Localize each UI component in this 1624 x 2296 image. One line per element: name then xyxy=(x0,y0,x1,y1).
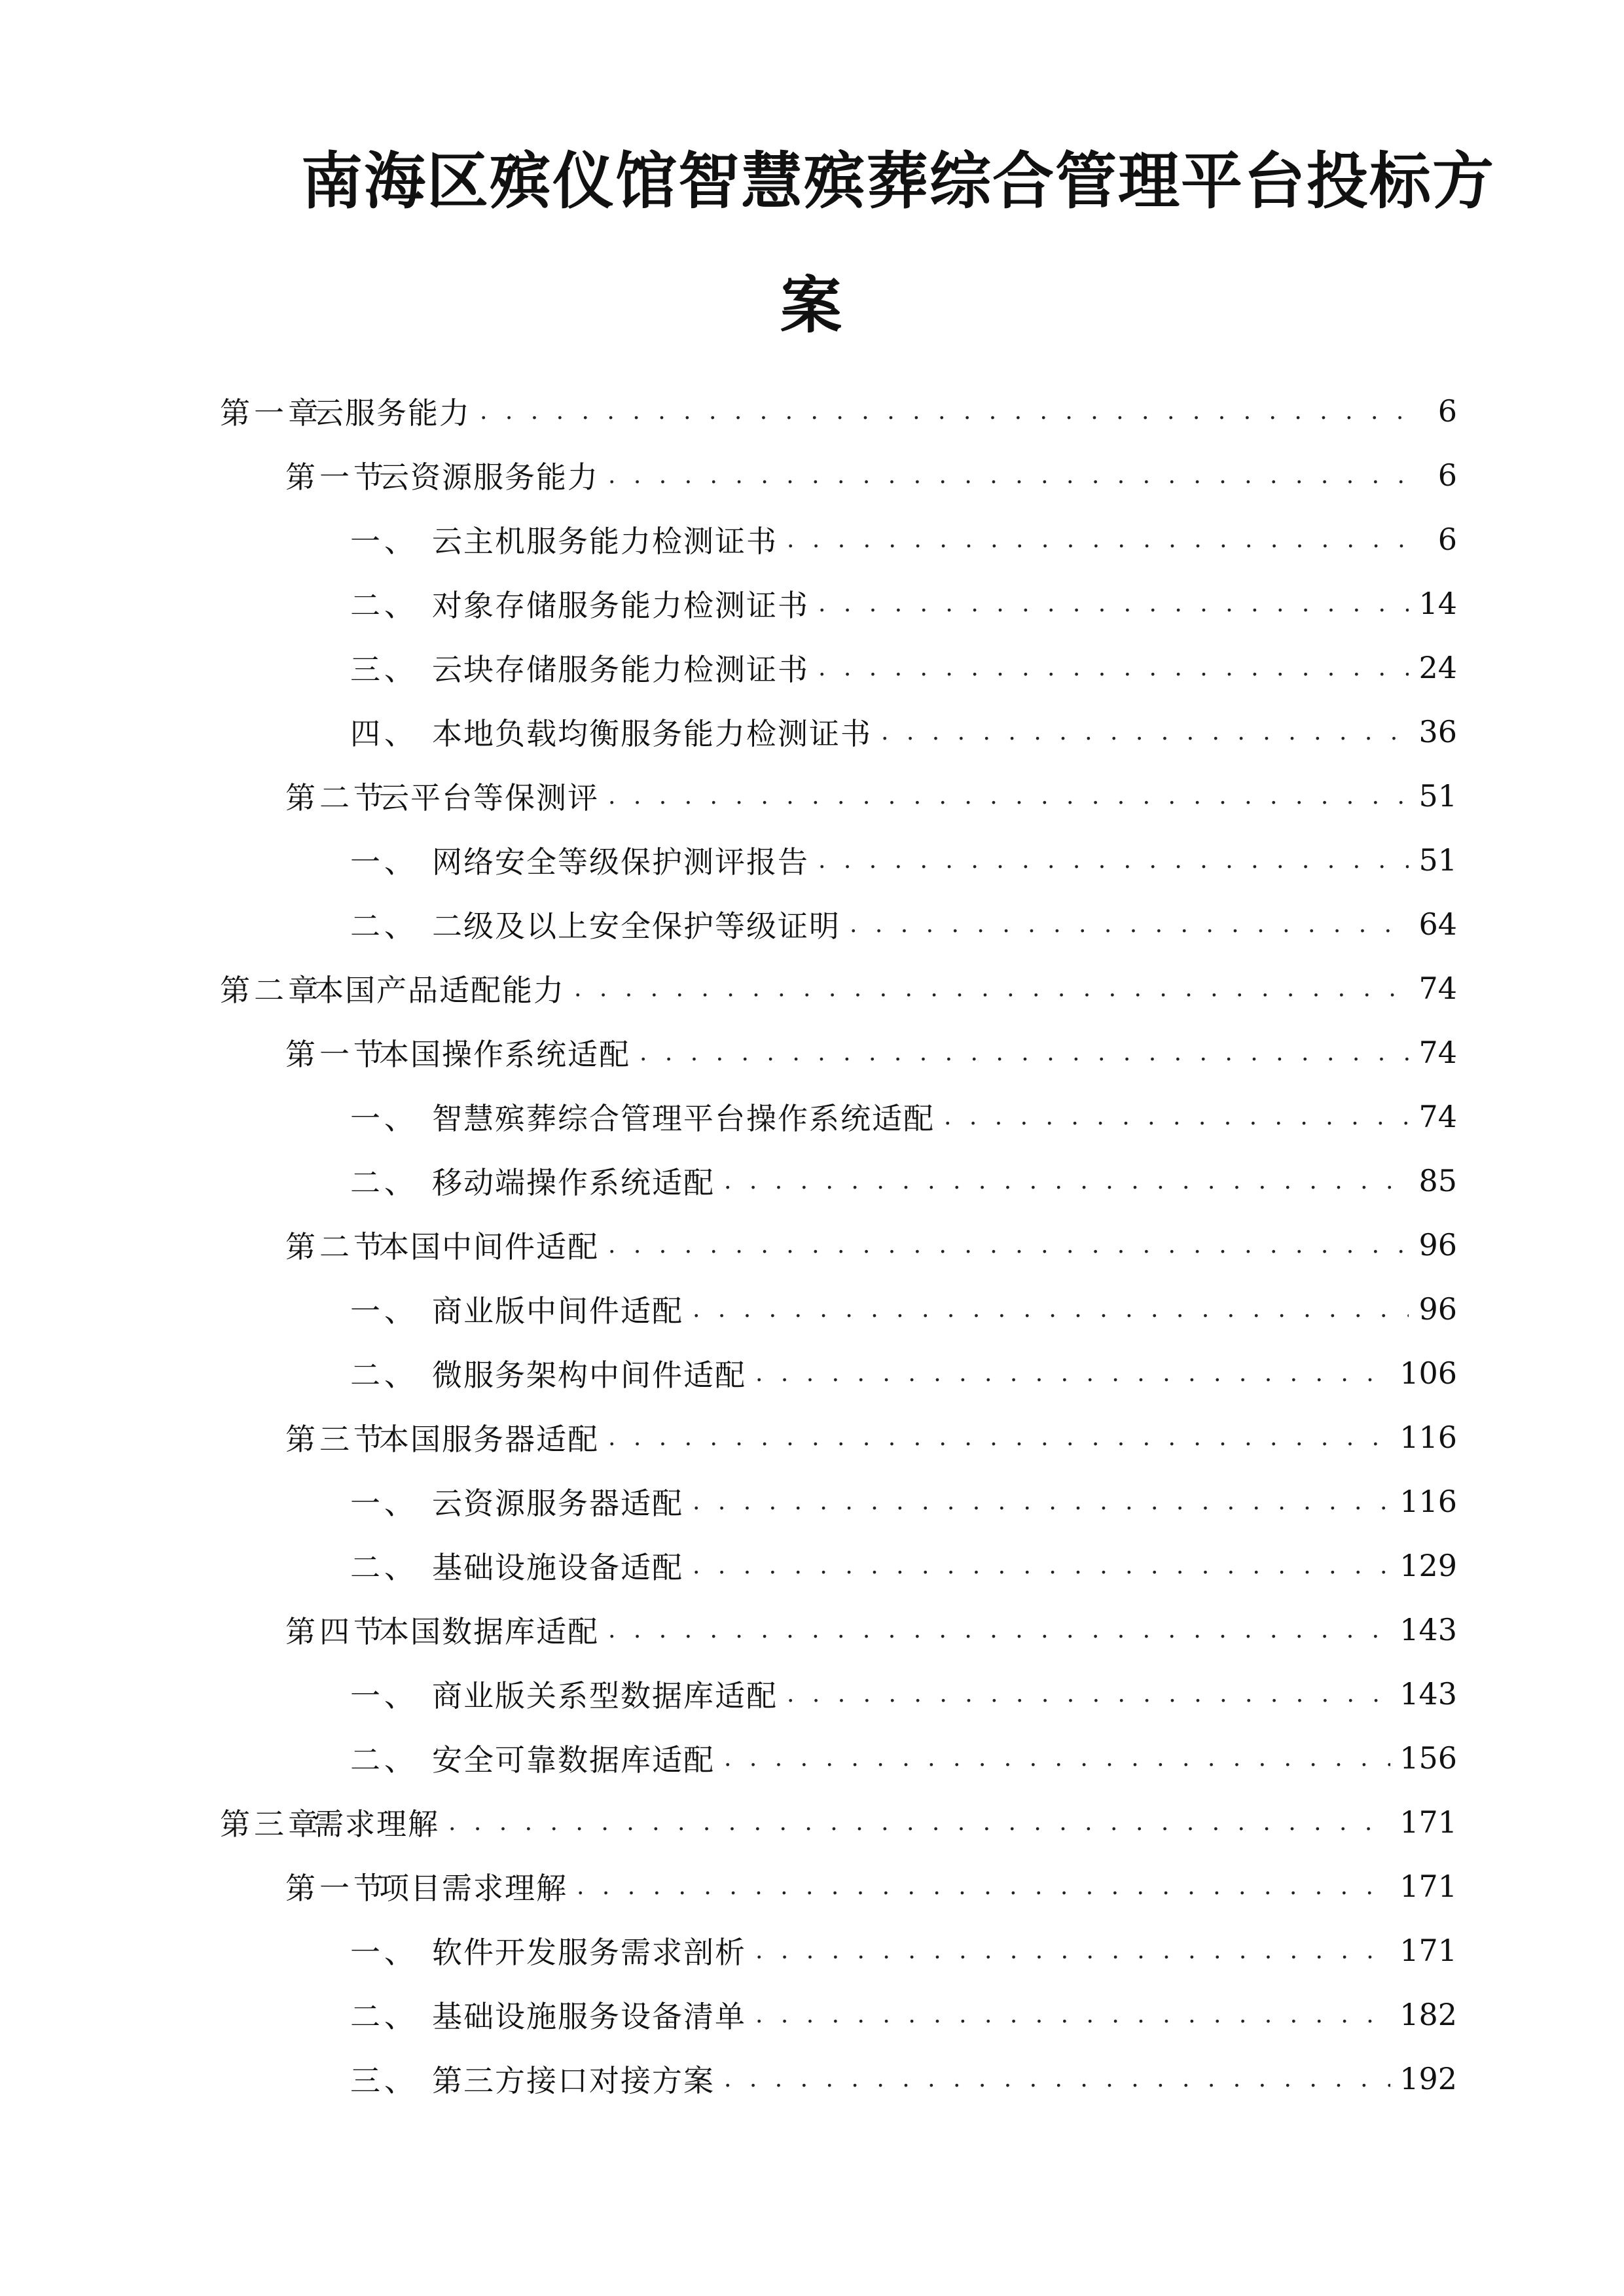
toc-leader-dots xyxy=(787,526,1409,553)
toc-label: 本国产品适配能力 xyxy=(314,973,565,1008)
toc-leader-dots xyxy=(608,1617,1390,1643)
toc-leader-dots xyxy=(724,1168,1409,1194)
toc-number: 二、 xyxy=(350,1742,418,1778)
toc-page-number: 192 xyxy=(1399,2061,1457,2096)
toc-number: 第一章 xyxy=(220,395,322,431)
toc-leader-dots xyxy=(693,1552,1390,1579)
toc-number: 第二节 xyxy=(285,780,388,816)
toc-entry-section[interactable] xyxy=(285,456,1457,495)
toc-leader-dots xyxy=(818,847,1409,874)
toc-page-number: 85 xyxy=(1418,1163,1457,1198)
toc-leader-dots xyxy=(480,398,1409,425)
toc-entry-subsection[interactable] xyxy=(350,1546,1457,1585)
toc-leader-dots xyxy=(850,911,1409,938)
toc-page-number: 51 xyxy=(1418,778,1457,814)
toc-entry-subsection[interactable] xyxy=(350,1161,1457,1200)
toc-label: 云资源服务能力 xyxy=(379,459,599,495)
toc-page-number: 74 xyxy=(1418,971,1457,1006)
toc-leader-dots xyxy=(693,1296,1409,1323)
toc-label: 项目需求理解 xyxy=(379,1871,568,1906)
toc-label: 本国中间件适配 xyxy=(379,1229,599,1265)
toc-page-number: 74 xyxy=(1418,1035,1457,1070)
toc-label: 商业版关系型数据库适配 xyxy=(432,1678,778,1713)
toc-entry-subsection[interactable] xyxy=(350,712,1457,751)
toc-label: 软件开发服务需求剖析 xyxy=(432,1935,746,1970)
toc-label: 本国操作系统适配 xyxy=(379,1037,630,1072)
toc-label: 基础设施设备适配 xyxy=(432,1550,683,1585)
toc-page-number: 36 xyxy=(1418,714,1457,749)
toc-leader-dots xyxy=(448,1809,1390,1836)
toc-number: 一、 xyxy=(350,1293,418,1329)
toc-number: 二、 xyxy=(350,908,418,944)
toc-number: 一、 xyxy=(350,524,418,559)
toc-entry-subsection[interactable] xyxy=(350,648,1457,687)
toc-page-number: 171 xyxy=(1399,1933,1457,1968)
toc-entry-subsection[interactable] xyxy=(350,1931,1457,1970)
toc-page-number: 171 xyxy=(1399,1869,1457,1904)
toc-leader-dots xyxy=(787,1681,1390,1708)
toc-label: 本国服务器适配 xyxy=(379,1422,599,1457)
toc-label: 移动端操作系统适配 xyxy=(432,1165,715,1200)
toc-entry-chapter-3[interactable] xyxy=(220,1803,1457,1842)
toc-label: 云平台等保测评 xyxy=(379,780,599,816)
toc-number: 第一节 xyxy=(285,1871,388,1906)
toc-page-number: 116 xyxy=(1399,1420,1457,1455)
toc-leader-dots xyxy=(693,1488,1390,1515)
toc-page-number: 106 xyxy=(1399,1355,1457,1391)
toc-page-number: 96 xyxy=(1418,1291,1457,1327)
toc-label: 智慧殡葬综合管理平台操作系统适配 xyxy=(432,1101,935,1136)
toc-label: 本地负载均衡服务能力检测证书 xyxy=(432,716,872,751)
toc-page-number: 143 xyxy=(1399,1676,1457,1712)
toc-label: 网络安全等级保护测评报告 xyxy=(432,844,809,880)
toc-leader-dots xyxy=(818,655,1409,681)
toc-entry-section[interactable] xyxy=(285,1225,1457,1265)
toc-entry-chapter-1[interactable] xyxy=(220,391,1457,431)
toc-page-number: 74 xyxy=(1418,1099,1457,1134)
toc-page-number: 129 xyxy=(1399,1548,1457,1583)
toc-number: 第三节 xyxy=(285,1422,388,1457)
toc-label: 基础设施服务设备清单 xyxy=(432,1999,746,2034)
toc-entry-section[interactable] xyxy=(285,1610,1457,1649)
toc-entry-subsection[interactable] xyxy=(350,1674,1457,1713)
toc-label: 需求理解 xyxy=(314,1806,439,1842)
toc-number: 三、 xyxy=(350,652,418,687)
toc-label: 商业版中间件适配 xyxy=(432,1293,683,1329)
toc-page-number: 182 xyxy=(1399,1997,1457,2032)
toc-page-number: 6 xyxy=(1437,393,1457,429)
toc-leader-dots xyxy=(608,462,1409,489)
toc-label: 云服务能力 xyxy=(314,395,471,431)
toc-number: 一、 xyxy=(350,1935,418,1970)
toc-number: 第四节 xyxy=(285,1614,388,1649)
toc-entry-subsection[interactable] xyxy=(350,1482,1457,1521)
toc-number: 第二章 xyxy=(220,973,322,1008)
toc-leader-dots xyxy=(755,1937,1390,1964)
toc-leader-dots xyxy=(577,1873,1390,1900)
toc-entry-subsection[interactable] xyxy=(350,840,1457,880)
toc-label: 云资源服务器适配 xyxy=(432,1486,683,1521)
toc-label: 对象存储服务能力检测证书 xyxy=(432,588,809,623)
toc-label: 本国数据库适配 xyxy=(379,1614,599,1649)
toc-leader-dots xyxy=(574,975,1409,1002)
toc-label: 云块存储服务能力检测证书 xyxy=(432,652,809,687)
toc-entry-subsection[interactable] xyxy=(350,1995,1457,2034)
toc-page-number: 24 xyxy=(1418,650,1457,685)
toc-number: 第三章 xyxy=(220,1806,322,1842)
toc-entry-chapter-2[interactable] xyxy=(220,969,1457,1008)
toc-page-number: 96 xyxy=(1418,1227,1457,1263)
toc-leader-dots xyxy=(755,2001,1390,2028)
toc-entry-section[interactable] xyxy=(285,1033,1457,1072)
toc-entry-subsection[interactable] xyxy=(350,2059,1457,2098)
toc-number: 第一节 xyxy=(285,1037,388,1072)
toc-page-number: 116 xyxy=(1399,1484,1457,1519)
toc-page-number: 6 xyxy=(1437,457,1457,493)
toc-leader-dots xyxy=(881,719,1409,745)
toc-entry-section[interactable] xyxy=(285,1418,1457,1457)
toc-label: 第三方接口对接方案 xyxy=(432,2063,715,2098)
toc-page-number: 64 xyxy=(1418,906,1457,942)
toc-number: 二、 xyxy=(350,1550,418,1585)
toc-entry-subsection[interactable] xyxy=(350,1354,1457,1393)
toc-number: 一、 xyxy=(350,844,418,880)
toc-leader-dots xyxy=(724,1745,1390,1772)
toc-number: 一、 xyxy=(350,1101,418,1136)
toc-entry-section[interactable] xyxy=(285,776,1457,816)
toc-entry-subsection[interactable] xyxy=(350,584,1457,623)
toc-leader-dots xyxy=(755,1360,1390,1387)
document-title-continuation: 案 xyxy=(780,270,842,342)
toc-number: 第二节 xyxy=(285,1229,388,1265)
toc-entry-section[interactable] xyxy=(285,1867,1457,1906)
toc-entry-subsection[interactable] xyxy=(350,1289,1457,1329)
toc-page-number: 6 xyxy=(1437,522,1457,557)
toc-page-number: 171 xyxy=(1399,1804,1457,1840)
toc-number: 第一节 xyxy=(285,459,388,495)
toc-number: 四、 xyxy=(350,716,418,751)
toc-page-number: 143 xyxy=(1399,1612,1457,1647)
document-title: 南海区殡仪馆智慧殡葬综合管理平台投标方 xyxy=(301,145,1496,217)
toc-label: 微服务架构中间件适配 xyxy=(432,1357,746,1393)
toc-page-number: 51 xyxy=(1418,842,1457,878)
toc-label: 云主机服务能力检测证书 xyxy=(432,524,778,559)
toc-number: 三、 xyxy=(350,2063,418,2098)
toc-number: 一、 xyxy=(350,1678,418,1713)
toc-leader-dots xyxy=(818,590,1409,617)
toc-leader-dots xyxy=(608,783,1409,810)
toc-leader-dots xyxy=(724,2066,1390,2092)
toc-entry-subsection[interactable] xyxy=(350,1097,1457,1136)
toc-label: 安全可靠数据库适配 xyxy=(432,1742,715,1778)
toc-page-number: 156 xyxy=(1399,1740,1457,1776)
toc-number: 一、 xyxy=(350,1486,418,1521)
toc-leader-dots xyxy=(608,1232,1409,1259)
toc-label: 二级及以上安全保护等级证明 xyxy=(432,908,840,944)
toc-number: 二、 xyxy=(350,1357,418,1393)
toc-entry-subsection[interactable] xyxy=(350,905,1457,944)
toc-number: 二、 xyxy=(350,1999,418,2034)
toc-leader-dots xyxy=(640,1039,1409,1066)
toc-entry-subsection[interactable] xyxy=(350,1738,1457,1778)
toc-number: 二、 xyxy=(350,1165,418,1200)
toc-number: 二、 xyxy=(350,588,418,623)
toc-page-number: 14 xyxy=(1418,586,1457,621)
toc-leader-dots xyxy=(944,1103,1409,1130)
toc-leader-dots xyxy=(608,1424,1390,1451)
toc-entry-subsection[interactable] xyxy=(350,520,1457,559)
